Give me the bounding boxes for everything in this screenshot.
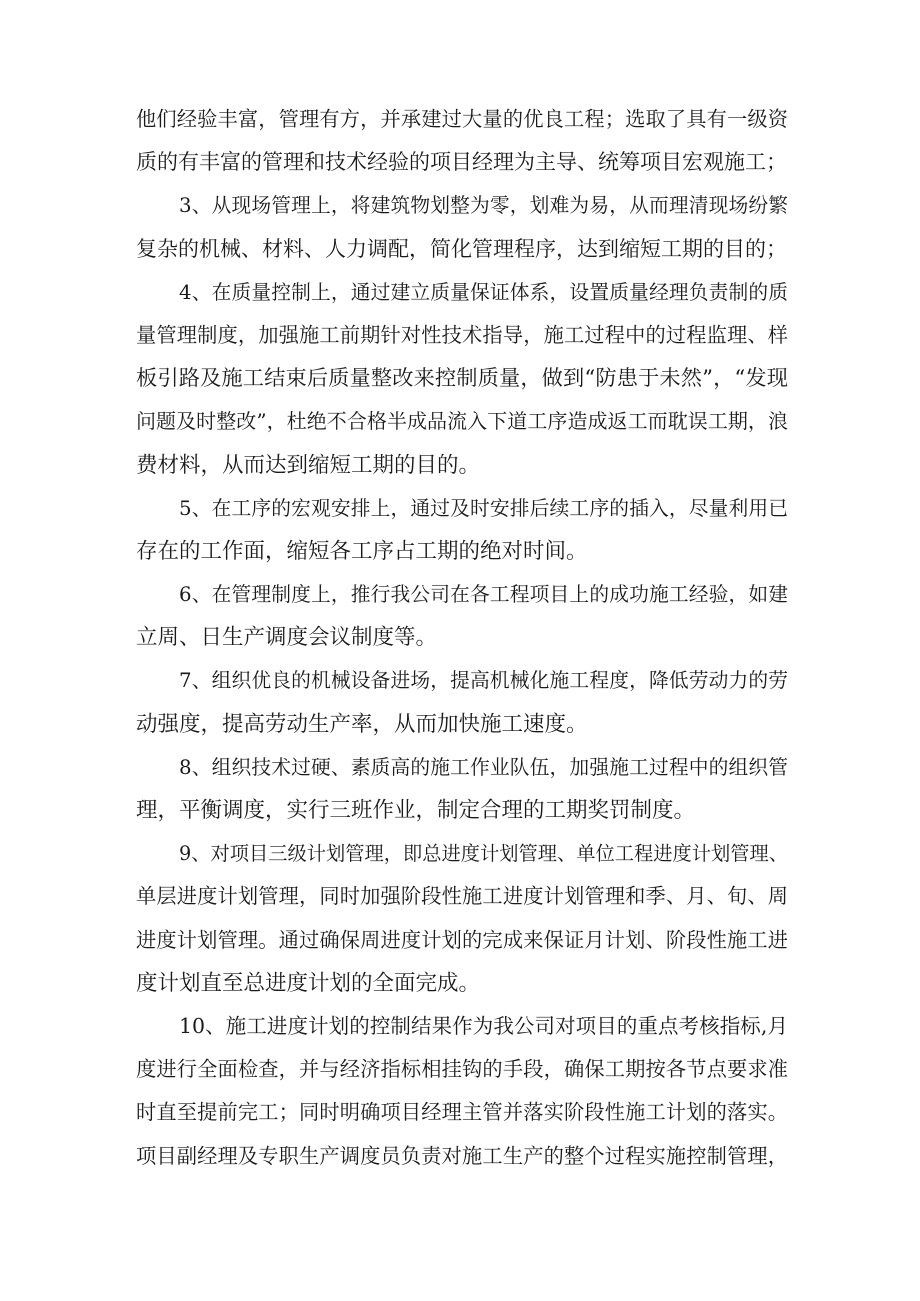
- paragraph-line: 量管理制度，加强施工前期针对性技术指导，施工过程中的过程监理、样: [136, 322, 788, 347]
- paragraph-line: 理，平衡调度，实行三班作业，制定合理的工期奖罚制度。: [136, 798, 696, 823]
- paragraph-first-line: 6、在管理制度上，推行我公司在各工程项目上的成功施工经验，如建: [179, 583, 788, 607]
- paragraph-first-line: 9、对项目三级计划管理，即总进度计划管理、单位工程进度计划管理、: [179, 842, 788, 866]
- paragraph-line: 项目副经理及专职生产调度员负责对施工生产的整个过程实施控制管理，: [136, 1143, 788, 1168]
- paragraph-line: 质的有丰富的管理和技术经验的项目经理为主导、统筹项目宏观施工；: [136, 150, 787, 175]
- paragraph-line: 存在的工作面，缩短各工序占工期的绝对时间。: [136, 538, 588, 564]
- paragraph-line: 立周、日生产调度会议制度等。: [136, 625, 438, 651]
- paragraph-first-line: 3、从现场管理上，将建筑物划整为零，划难为易，从而理清现场纷繁: [179, 194, 788, 218]
- paragraph-first-line: 5、在工序的宏观安排上，通过及时安排后续工序的插入，尽量利用已: [179, 496, 788, 520]
- paragraph-first-line: 10、施工进度计划的控制结果作为我公司对项目的重点考核指标,月: [179, 1013, 788, 1038]
- paragraph-first-line: 8、组织技术过硬、素质高的施工作业队伍，加强施工过程中的组织管: [179, 755, 788, 779]
- paragraph-first-line: 4、在质量控制上，通过建立质量保证体系，设置质量经理负责制的质: [179, 280, 788, 304]
- paragraph-line: 度进行全面检查，并与经济指标相挂钩的手段，确保工期按各节点要求准: [136, 1057, 788, 1082]
- paragraph-line: 度计划直至总进度计划的全面完成。: [136, 970, 481, 996]
- paragraph-line: 单层进度计划管理，同时加强阶段性施工进度计划管理和季、月、旬、周: [136, 884, 788, 909]
- paragraph-line: 问题及时整改”，杜绝不合格半成品流入下道工序造成返工而耽误工期，浪: [136, 409, 788, 434]
- paragraph-line: 板引路及施工结束后质量整改来控制质量，做到“防患于未然”，“发现: [136, 366, 788, 392]
- paragraph-line: 复杂的机械、材料、人力调配，简化管理程序，达到缩短工期的目的；: [136, 236, 787, 261]
- paragraph-line: 费材料，从而达到缩短工期的目的。: [136, 452, 481, 478]
- paragraph-line: 时直至提前完工；同时明确项目经理主管并落实阶段性施工计划的落实。: [136, 1100, 788, 1125]
- paragraph-line: 动强度，提高劳动生产率，从而加快施工速度。: [136, 711, 588, 737]
- paragraph-first-line: 7、组织优良的机械设备进场，提高机械化施工程度，降低劳动力的劳: [179, 669, 788, 693]
- paragraph-line: 进度计划管理。通过确保周进度计划的完成来保证月计划、阶段性施工进: [136, 927, 788, 952]
- paragraph-line: 他们经验丰富，管理有方，并承建过大量的优良工程；选取了具有一级资: [136, 107, 788, 131]
- document-body: [136, 98, 788, 1178]
